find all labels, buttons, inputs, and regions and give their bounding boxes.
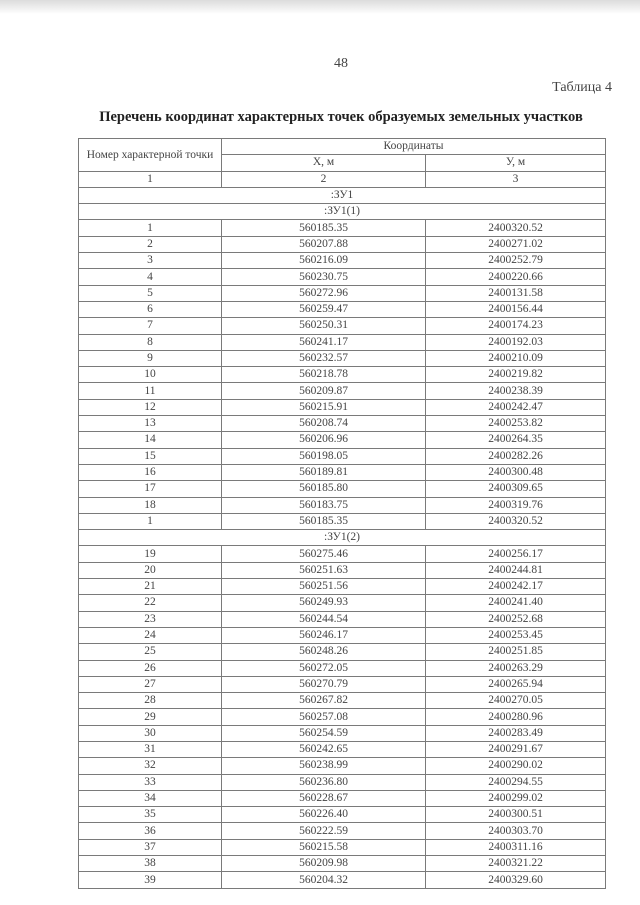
y-coordinate-cell: 2400219.82 [426,367,606,383]
point-number-cell: 9 [79,350,222,366]
x-coordinate-cell: 560206.96 [222,432,426,448]
x-coordinate-cell: 560257.08 [222,709,426,725]
y-coordinate-cell: 2400271.02 [426,236,606,252]
point-number-cell: 35 [79,807,222,823]
x-coordinate-cell: 560249.93 [222,595,426,611]
table-row [79,774,606,790]
point-number-cell: 7 [79,318,222,334]
x-coordinate-cell: 560207.88 [222,236,426,252]
y-coordinate-cell: 2400256.17 [426,546,606,562]
point-number-cell: 37 [79,839,222,855]
table-row [79,448,606,464]
table-row [79,856,606,872]
y-coordinate-cell: 2400220.66 [426,269,606,285]
y-coordinate-cell: 2400329.60 [426,872,606,888]
table-caption: Таблица 4 [552,80,612,95]
y-coordinate-cell: 2400253.45 [426,627,606,643]
coordinates-table [78,138,606,889]
table-row [79,823,606,839]
y-coordinate-cell: 2400300.51 [426,807,606,823]
header-index-3: 3 [426,171,606,187]
x-coordinate-cell: 560189.81 [222,464,426,480]
table-row [79,253,606,269]
section-label: :ЗУ1(1) [79,204,606,220]
point-number-cell: 2 [79,236,222,252]
x-coordinate-cell: 560250.31 [222,318,426,334]
point-number-cell: 17 [79,481,222,497]
y-coordinate-cell: 2400280.96 [426,709,606,725]
point-number-cell: 36 [79,823,222,839]
point-number-cell: 23 [79,611,222,627]
point-number-cell: 21 [79,579,222,595]
y-coordinate-cell: 2400270.05 [426,693,606,709]
point-number-cell: 10 [79,367,222,383]
y-coordinate-cell: 2400242.47 [426,399,606,415]
y-coordinate-cell: 2400242.17 [426,579,606,595]
point-number-cell: 13 [79,416,222,432]
x-coordinate-cell: 560208.74 [222,416,426,432]
x-coordinate-cell: 560218.78 [222,367,426,383]
x-coordinate-cell: 560241.17 [222,334,426,350]
point-number-cell: 32 [79,758,222,774]
table-row [79,285,606,301]
x-coordinate-cell: 560251.63 [222,562,426,578]
x-coordinate-cell: 560215.58 [222,839,426,855]
y-coordinate-cell: 2400320.52 [426,513,606,529]
y-coordinate-cell: 2400319.76 [426,497,606,513]
x-coordinate-cell: 560230.75 [222,269,426,285]
x-coordinate-cell: 560185.35 [222,513,426,529]
y-coordinate-cell: 2400311.16 [426,839,606,855]
y-coordinate-cell: 2400210.09 [426,350,606,366]
table-row [79,481,606,497]
table-row [79,350,606,366]
section-row [79,530,606,546]
table-row [79,741,606,757]
x-coordinate-cell: 560272.05 [222,660,426,676]
y-coordinate-cell: 2400192.03 [426,334,606,350]
table-row [79,758,606,774]
table-row [79,236,606,252]
table-row [79,627,606,643]
y-coordinate-cell: 2400244.81 [426,562,606,578]
table-row [79,611,606,627]
table-row [79,513,606,529]
table-row [79,399,606,415]
table-row [79,464,606,480]
x-coordinate-cell: 560246.17 [222,627,426,643]
y-coordinate-cell: 2400251.85 [426,644,606,660]
point-number-cell: 15 [79,448,222,464]
point-number-cell: 18 [79,497,222,513]
x-coordinate-cell: 560183.75 [222,497,426,513]
table-row [79,220,606,236]
table-row [79,595,606,611]
table-row [79,432,606,448]
x-coordinate-cell: 560242.65 [222,741,426,757]
y-coordinate-cell: 2400290.02 [426,758,606,774]
section-label: :ЗУ1(2) [79,530,606,546]
x-coordinate-cell: 560204.32 [222,872,426,888]
y-coordinate-cell: 2400321.22 [426,856,606,872]
point-number-cell: 11 [79,383,222,399]
x-coordinate-cell: 560267.82 [222,693,426,709]
x-coordinate-cell: 560248.26 [222,644,426,660]
table-row [79,676,606,692]
section-label: :ЗУ1 [79,187,606,203]
point-number-cell: 25 [79,644,222,660]
x-coordinate-cell: 560216.09 [222,253,426,269]
table-row [79,497,606,513]
header-y: У, м [426,155,606,171]
point-number-cell: 16 [79,464,222,480]
x-coordinate-cell: 560198.05 [222,448,426,464]
point-number-cell: 6 [79,301,222,317]
table-row [79,725,606,741]
y-coordinate-cell: 2400241.40 [426,595,606,611]
point-number-cell: 34 [79,790,222,806]
table-row [79,790,606,806]
table-row [79,839,606,855]
x-coordinate-cell: 560209.87 [222,383,426,399]
y-coordinate-cell: 2400309.65 [426,481,606,497]
x-coordinate-cell: 560272.96 [222,285,426,301]
table-row [79,383,606,399]
x-coordinate-cell: 560238.99 [222,758,426,774]
header-index-1: 1 [79,171,222,187]
table-row [79,546,606,562]
y-coordinate-cell: 2400265.94 [426,676,606,692]
table-header [79,139,606,188]
table-row [79,693,606,709]
point-number-cell: 27 [79,676,222,692]
point-number-cell: 22 [79,595,222,611]
x-coordinate-cell: 560251.56 [222,579,426,595]
header-index-2: 2 [222,171,426,187]
point-number-cell: 19 [79,546,222,562]
table-row [79,367,606,383]
y-coordinate-cell: 2400263.29 [426,660,606,676]
x-coordinate-cell: 560226.40 [222,807,426,823]
scan-edge-shadow [0,0,640,14]
x-coordinate-cell: 560209.98 [222,856,426,872]
table-row [79,579,606,595]
x-coordinate-cell: 560236.80 [222,774,426,790]
header-coordinates: Координаты [222,139,606,155]
document-title: Перечень координат характерных точек образуемых земельных участков [99,109,583,125]
point-number-cell: 5 [79,285,222,301]
y-coordinate-cell: 2400264.35 [426,432,606,448]
point-number-cell: 8 [79,334,222,350]
y-coordinate-cell: 2400291.67 [426,741,606,757]
y-coordinate-cell: 2400131.58 [426,285,606,301]
y-coordinate-cell: 2400294.55 [426,774,606,790]
y-coordinate-cell: 2400300.48 [426,464,606,480]
point-number-cell: 26 [79,660,222,676]
y-coordinate-cell: 2400282.26 [426,448,606,464]
table-row [79,318,606,334]
y-coordinate-cell: 2400238.39 [426,383,606,399]
y-coordinate-cell: 2400283.49 [426,725,606,741]
section-row [79,187,606,203]
table-row [79,562,606,578]
point-number-cell: 4 [79,269,222,285]
y-coordinate-cell: 2400303.70 [426,823,606,839]
x-coordinate-cell: 560270.79 [222,676,426,692]
table-row [79,301,606,317]
y-coordinate-cell: 2400253.82 [426,416,606,432]
point-number-cell: 3 [79,253,222,269]
point-number-cell: 12 [79,399,222,415]
y-coordinate-cell: 2400174.23 [426,318,606,334]
table-row [79,872,606,888]
table-row [79,269,606,285]
y-coordinate-cell: 2400252.68 [426,611,606,627]
y-coordinate-cell: 2400156.44 [426,301,606,317]
point-number-cell: 20 [79,562,222,578]
x-coordinate-cell: 560215.91 [222,399,426,415]
x-coordinate-cell: 560228.67 [222,790,426,806]
table-row [79,416,606,432]
point-number-cell: 1 [79,220,222,236]
x-coordinate-cell: 560232.57 [222,350,426,366]
point-number-cell: 39 [79,872,222,888]
table-row [79,660,606,676]
point-number-cell: 33 [79,774,222,790]
table-row [79,807,606,823]
header-x: X, м [222,155,426,171]
x-coordinate-cell: 560185.35 [222,220,426,236]
y-coordinate-cell: 2400299.02 [426,790,606,806]
table-row [79,334,606,350]
x-coordinate-cell: 560275.46 [222,546,426,562]
y-coordinate-cell: 2400252.79 [426,253,606,269]
point-number-cell: 1 [79,513,222,529]
section-row [79,204,606,220]
point-number-cell: 28 [79,693,222,709]
point-number-cell: 30 [79,725,222,741]
point-number-cell: 29 [79,709,222,725]
x-coordinate-cell: 560222.59 [222,823,426,839]
x-coordinate-cell: 560185.80 [222,481,426,497]
x-coordinate-cell: 560259.47 [222,301,426,317]
x-coordinate-cell: 560254.59 [222,725,426,741]
header-point-number: Номер характерной точки [79,139,222,172]
table-row [79,644,606,660]
point-number-cell: 14 [79,432,222,448]
point-number-cell: 38 [79,856,222,872]
point-number-cell: 31 [79,741,222,757]
table-body [79,187,606,888]
y-coordinate-cell: 2400320.52 [426,220,606,236]
x-coordinate-cell: 560244.54 [222,611,426,627]
page-number: 48 [334,56,348,71]
table-row [79,709,606,725]
point-number-cell: 24 [79,627,222,643]
